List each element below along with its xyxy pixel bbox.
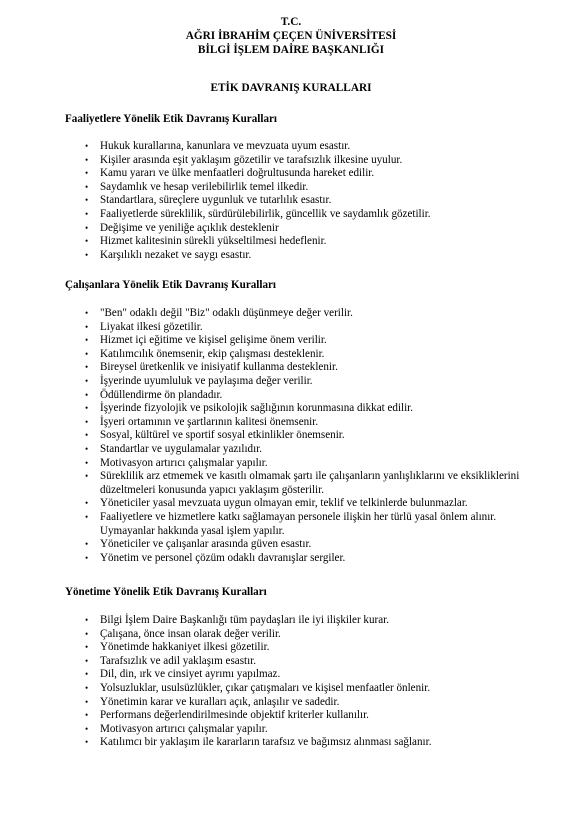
bullet-icon: • (85, 443, 89, 454)
bullet-icon: • (85, 710, 89, 721)
list-item (0, 429, 582, 443)
rule-text: Saydamlık ve hesap verilebilirlik temel ilkedir. (100, 180, 309, 193)
rule-text: Kamu yararı ve ülke menfaatleri doğrultusunda hareket edilir. (100, 167, 375, 180)
list-item (0, 416, 582, 430)
rule-text: Yönetimde hakkaniyet ilkesi gözetilir. (100, 641, 270, 654)
header-line-tc: T.C. (280, 16, 302, 28)
rule-text: Performans değerlendirilmesinde objektif kriterler kullanılır. (100, 709, 369, 722)
list-item (0, 334, 582, 348)
bullet-icon: • (85, 457, 89, 468)
section-title-management: Yönetime Yönelik Etik Davranış Kuralları (65, 586, 267, 598)
bullet-icon: • (85, 669, 89, 680)
list-item (0, 222, 582, 236)
bullet-icon: • (85, 416, 89, 427)
rule-text: Standartlar ve uygulamalar yazılıdır. (100, 442, 263, 455)
rule-text: İşyerinde uyumluluk ve paylaşıma değer verilir. (100, 374, 313, 387)
bullet-icon: • (85, 737, 89, 748)
bullet-icon: • (85, 348, 89, 359)
bullet-icon: • (85, 511, 89, 522)
bullet-icon: • (85, 375, 89, 386)
rules-list-activities (0, 140, 582, 262)
document-title: ETİK DAVRANIŞ KURALLARI (210, 82, 372, 94)
rule-text: İşyerinde fizyolojik ve psikolojik sağlığının korunmasına dikkat edilir. (100, 402, 414, 415)
bullet-icon: • (85, 168, 89, 179)
list-item (0, 736, 582, 750)
list-item (0, 655, 582, 669)
list-item (0, 696, 582, 710)
bullet-icon: • (85, 723, 89, 734)
list-item (0, 457, 582, 471)
section-title-activities: Faaliyetlere Yönelik Etik Davranış Kuralları (65, 113, 277, 125)
rule-text: Katılımcılık önemsenir, ekip çalışması desteklenir. (100, 347, 325, 360)
list-item (0, 641, 582, 655)
list-item (0, 443, 582, 457)
list-item (0, 668, 582, 682)
list-item (0, 307, 582, 321)
list-item (0, 497, 582, 511)
bullet-icon: • (85, 615, 89, 625)
rule-text: İşyeri ortamının ve şartlarının kalitesi önemsenir. (100, 415, 319, 428)
rule-text: Yolsuzluklar, usulsüzlükler, çıkar çatışmaları ve kişisel menfaatler önlenir. (100, 681, 431, 694)
rule-text: Dil, din, ırk ve cinsiyet ayrımı yapılmaz. (100, 668, 281, 681)
bullet-icon: • (85, 335, 89, 346)
rule-text: Hizmet içi eğitime ve kişisel gelişime önem verilir. (100, 334, 327, 347)
rule-text: "Ben" odaklı değil "Biz" odaklı düşünmeye değer verilir. (100, 307, 353, 319)
bullet-icon: • (85, 236, 89, 247)
rule-text: Tarafsızlık ve adil yaklaşım esastır. (100, 654, 257, 667)
list-item (0, 389, 582, 403)
rule-text: Bireysel üretkenlik ve inisiyatif kullanma desteklenir. (100, 361, 338, 374)
list-item (0, 682, 582, 696)
bullet-icon: • (85, 308, 89, 318)
bullet-icon: • (85, 141, 89, 151)
rule-text: Yöneticiler ve çalışanlar arasında güven esastır. (100, 538, 312, 551)
bullet-icon: • (85, 628, 89, 639)
rule-text: Yönetim ve personel çözüm odaklı davranışlar sergiler. (100, 551, 346, 564)
rules-list-management (0, 614, 582, 750)
bullet-icon: • (85, 430, 89, 441)
bullet-icon: • (85, 195, 89, 206)
bullet-icon: • (85, 249, 89, 260)
list-item (0, 321, 582, 335)
list-item (0, 375, 582, 389)
rule-text: Faaliyetlerde süreklilik, sürdürülebilirlik, güncellik ve saydamlık gözetilir. (100, 207, 431, 220)
list-item (0, 194, 582, 208)
list-item (0, 249, 582, 263)
rule-text: Süreklilik arz etmemek ve kasıtlı olmamak şartı ile çalışanların yanlışlıklarını ve eksikliklerini düzeltmeleri konusunda yapıcı yaklaşım gösterilir. (100, 470, 520, 496)
rule-text: Değişime ve yeniliğe açıklık desteklenir (100, 221, 279, 234)
bullet-icon: • (85, 696, 89, 707)
rule-text: Faaliyetlere ve hizmetlere katkı sağlamayan personele ilişkin her türlü yasal önlem alınır. Uymayanlar hakkında yasal işlem yapılır. (100, 510, 497, 537)
list-item (0, 614, 582, 628)
list-item (0, 709, 582, 723)
rule-text: Motivasyon artırıcı çalışmalar yapılır. (100, 722, 268, 735)
list-item (0, 208, 582, 222)
bullet-icon: • (85, 181, 89, 192)
bullet-icon: • (85, 539, 89, 550)
bullet-icon: • (85, 222, 89, 233)
document-header (0, 15, 582, 57)
list-item (0, 140, 582, 154)
list-item (0, 361, 582, 375)
bullet-icon: • (85, 403, 89, 414)
bullet-icon: • (85, 321, 89, 332)
bullet-icon: • (85, 682, 89, 693)
rule-text: Sosyal, kültürel ve sportif sosyal etkinlikler önemsenir. (100, 429, 345, 442)
bullet-icon: • (85, 552, 89, 563)
list-item (0, 470, 582, 497)
list-item (0, 511, 582, 538)
rules-list-employees (0, 307, 582, 565)
rule-text: Hizmet kalitesinin sürekli yükseltilmesi hedeflenir. (100, 235, 327, 248)
section-title-employees: Çalışanlara Yönelik Etik Davranış Kuralları (65, 279, 277, 291)
bullet-icon: • (85, 498, 89, 509)
rule-text: Motivasyon artırıcı çalışmalar yapılır. (100, 456, 268, 469)
list-item (0, 628, 582, 642)
list-item (0, 167, 582, 181)
list-item (0, 181, 582, 195)
rule-text: Kişiler arasında eşit yaklaşım gözetilir ve tarafsızlık ilkesine uyulur. (100, 153, 403, 166)
bullet-icon: • (85, 642, 89, 653)
rule-text: Liyakat ilkesi gözetilir. (100, 320, 203, 333)
rule-text: Yöneticiler yasal mevzuata uygun olmayan emir, teklif ve telkinlerde bulunmazlar. (100, 497, 468, 510)
bullet-icon: • (85, 471, 89, 482)
list-item (0, 723, 582, 737)
bullet-icon: • (85, 362, 89, 373)
rule-text: Karşılıklı nezaket ve saygı esastır. (100, 248, 252, 261)
rule-text: Çalışana, önce insan olarak değer verilir. (100, 627, 281, 640)
rule-text: Hukuk kurallarına, kanunlara ve mevzuata uyum esastır. (100, 140, 351, 152)
header-line-university: AĞRI İBRAHİM ÇEÇEN ÜNİVERSİTESİ (185, 30, 397, 42)
rule-text: Bilgi İşlem Daire Başkanlığı tüm paydaşları ile iyi ilişkiler kurar. (100, 614, 389, 626)
rule-text: Yönetimin karar ve kuralları açık, anlaşılır ve sadedir. (100, 695, 340, 708)
rule-text: Standartlara, süreçlere uygunluk ve tutarlılık esastır. (100, 194, 332, 207)
list-item (0, 348, 582, 362)
rule-text: Ödüllendirme ön plandadır. (100, 388, 223, 401)
bullet-icon: • (85, 655, 89, 666)
bullet-icon: • (85, 389, 89, 400)
header-line-department: BİLGİ İŞLEM DAİRE BAŞKANLIĞI (197, 44, 385, 56)
bullet-icon: • (85, 208, 89, 219)
list-item (0, 154, 582, 168)
rule-text: Katılımcı bir yaklaşım ile kararların tarafsız ve bağımsız alınması sağlanır. (100, 736, 432, 749)
list-item (0, 402, 582, 416)
list-item (0, 538, 582, 552)
list-item (0, 235, 582, 249)
bullet-icon: • (85, 154, 89, 165)
list-item (0, 552, 582, 566)
